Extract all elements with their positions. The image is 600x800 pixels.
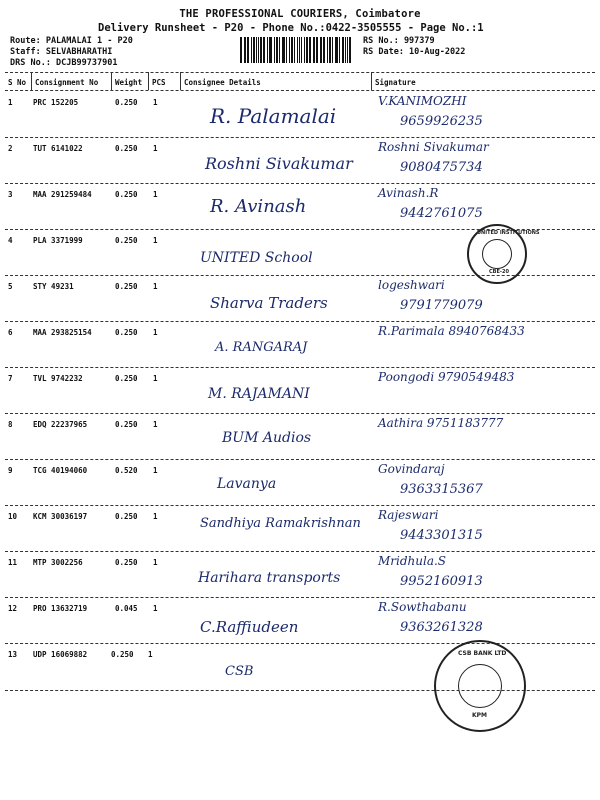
row-consignee-name: CSB bbox=[225, 664, 254, 679]
col-divider bbox=[180, 72, 181, 90]
row-weight: 0.250 bbox=[115, 558, 138, 567]
row-separator bbox=[5, 321, 595, 322]
barcode-bar bbox=[274, 37, 275, 63]
row-pcs: 1 bbox=[153, 466, 158, 475]
row-separator bbox=[5, 551, 595, 552]
school-stamp-ring-text: UNITED INSTITUTIONS bbox=[477, 230, 540, 236]
row-weight: 0.250 bbox=[115, 98, 138, 107]
row-consignee-name: Harihara transports bbox=[198, 570, 341, 586]
row-signature-name: R.Parimala 8940768433 bbox=[378, 324, 525, 338]
barcode-bar bbox=[327, 37, 328, 63]
col-pcs: PCS bbox=[152, 78, 166, 87]
page-title: THE PROFESSIONAL COURIERS, Coimbatore bbox=[179, 8, 421, 20]
row-signature-phone: 9952160913 bbox=[400, 574, 483, 589]
row-pcs: 1 bbox=[153, 328, 158, 337]
row-consignee-name: C.Raffiudeen bbox=[200, 618, 299, 636]
col-weight: Weight bbox=[115, 78, 143, 87]
row-pcs: 1 bbox=[153, 512, 158, 521]
row-consignment-number: TCG 40194060 bbox=[33, 466, 88, 475]
col-signature: Signature bbox=[375, 78, 416, 87]
row-separator bbox=[5, 459, 595, 460]
col-divider bbox=[31, 72, 32, 90]
barcode-bar bbox=[256, 37, 257, 63]
barcode-bar bbox=[247, 37, 249, 63]
barcode-bar bbox=[314, 37, 315, 63]
row-serial-number: 3 bbox=[8, 190, 13, 199]
school-stamp-inner-text: CBE-20 bbox=[489, 269, 509, 275]
barcode-bar bbox=[291, 37, 293, 63]
drs-label: DRS No.: DCJB99737901 bbox=[10, 58, 118, 68]
barcode-bar bbox=[329, 37, 331, 63]
row-signature-name: Poongodi 9790549483 bbox=[378, 370, 515, 384]
row-serial-number: 11 bbox=[8, 558, 18, 567]
row-serial-number: 13 bbox=[8, 650, 18, 659]
row-separator bbox=[5, 413, 595, 414]
row-consignee-name: A. RANGARAJ bbox=[215, 340, 308, 355]
col-consignment: Consignment No bbox=[35, 78, 99, 87]
row-consignment-number: TUT 6141022 bbox=[33, 144, 83, 153]
row-consignment-number: TVL 9742232 bbox=[33, 374, 83, 383]
bank-stamp bbox=[434, 640, 526, 732]
barcode-bar bbox=[320, 37, 321, 63]
barcode-bar bbox=[332, 37, 333, 63]
row-weight: 0.250 bbox=[115, 190, 138, 199]
school-stamp bbox=[467, 224, 540, 284]
row-signature-phone: 9363261328 bbox=[400, 620, 483, 635]
row-pcs: 1 bbox=[153, 558, 158, 567]
barcode-bar bbox=[297, 37, 298, 63]
row-separator bbox=[5, 643, 595, 644]
barcode-bar bbox=[283, 37, 285, 63]
col-consignee: Consignee Details bbox=[184, 78, 261, 87]
row-consignment-number: PLA 3371999 bbox=[33, 236, 83, 245]
row-consignment-number: MTP 3002256 bbox=[33, 558, 83, 567]
row-weight: 0.250 bbox=[115, 236, 138, 245]
row-consignment-number: PRC 152205 bbox=[33, 98, 79, 107]
row-serial-number: 12 bbox=[8, 604, 18, 613]
row-serial-number: 1 bbox=[8, 98, 13, 107]
barcode-bar bbox=[299, 37, 300, 63]
row-weight: 0.250 bbox=[115, 328, 138, 337]
barcode-bar bbox=[279, 37, 280, 63]
row-separator bbox=[5, 505, 595, 506]
row-signature-name: logeshwari bbox=[378, 278, 445, 292]
row-weight: 0.250 bbox=[115, 420, 138, 429]
row-consignee-name: Sharva Traders bbox=[210, 294, 328, 312]
row-separator bbox=[5, 367, 595, 368]
row-consignee-name: Sandhiya Ramakrishnan bbox=[200, 516, 361, 531]
row-signature-name: Avinash.R bbox=[378, 186, 439, 200]
row-consignee-name: Roshni Sivakumar bbox=[205, 154, 353, 173]
row-serial-number: 6 bbox=[8, 328, 13, 337]
row-signature-name: Rajeswari bbox=[378, 508, 439, 522]
staff-label: Staff: SELVABHARATHI bbox=[10, 47, 113, 57]
row-signature-phone: 9442761075 bbox=[400, 206, 483, 221]
route-label: Route: PALAMALAI 1 - P20 bbox=[10, 36, 133, 46]
row-serial-number: 9 bbox=[8, 466, 13, 475]
barcode-bar bbox=[260, 37, 262, 63]
barcode-bar bbox=[347, 37, 348, 63]
row-consignment-number: PRO 13632719 bbox=[33, 604, 88, 613]
barcode-bar bbox=[269, 37, 270, 63]
row-signature-name: Aathira 9751183777 bbox=[378, 416, 504, 430]
row-weight: 0.250 bbox=[115, 374, 138, 383]
row-separator bbox=[5, 137, 595, 138]
barcode-bar bbox=[321, 37, 322, 63]
row-pcs: 1 bbox=[153, 236, 158, 245]
row-signature-phone: 9659926235 bbox=[400, 114, 483, 129]
row-pcs: 1 bbox=[153, 420, 158, 429]
row-signature-phone: 9443301315 bbox=[400, 528, 483, 543]
row-consignee-name: Lavanya bbox=[217, 476, 277, 492]
row-consignee-name: UNITED School bbox=[200, 250, 313, 266]
col-divider bbox=[371, 72, 372, 90]
barcode-bar bbox=[339, 37, 340, 63]
barcode-bar bbox=[251, 37, 252, 63]
row-consignment-number: STY 49231 bbox=[33, 282, 74, 291]
col-sno: S No bbox=[8, 78, 27, 87]
barcode-bar bbox=[253, 37, 255, 63]
row-consignment-number: KCM 30036197 bbox=[33, 512, 88, 521]
barcode-bar bbox=[336, 37, 338, 63]
row-consignee-name: R. Palamalai bbox=[210, 104, 337, 128]
row-signature-phone: 9363315367 bbox=[400, 482, 483, 497]
row-serial-number: 10 bbox=[8, 512, 18, 521]
barcode-bar bbox=[301, 37, 303, 63]
row-signature-phone: 9791779079 bbox=[400, 298, 483, 313]
row-weight: 0.250 bbox=[115, 512, 138, 521]
barcode-bar bbox=[313, 37, 314, 63]
row-serial-number: 8 bbox=[8, 420, 13, 429]
barcode-bar bbox=[258, 37, 259, 63]
row-consignee-name: BUM Audios bbox=[222, 430, 312, 446]
page-subtitle: Delivery Runsheet - P20 - Phone No.:0422-3505555 - Page No.:1 bbox=[98, 22, 484, 34]
school-stamp-inner-ring bbox=[482, 239, 512, 269]
barcode-bar bbox=[316, 37, 318, 63]
row-signature-name: V.KANIMOZHI bbox=[378, 94, 467, 108]
row-signature-name: Mridhula.S bbox=[378, 554, 447, 568]
row-pcs: 1 bbox=[153, 282, 158, 291]
barcode bbox=[240, 37, 352, 63]
barcode-bar bbox=[263, 37, 265, 63]
barcode-bar bbox=[282, 37, 283, 63]
barcode-bar bbox=[309, 37, 311, 63]
row-signature-name: Govindaraj bbox=[378, 462, 445, 476]
row-pcs: 1 bbox=[153, 374, 158, 383]
row-separator bbox=[5, 183, 595, 184]
row-weight: 0.520 bbox=[115, 466, 138, 475]
barcode-bar bbox=[306, 37, 308, 63]
rs-date: RS Date: 10-Aug-2022 bbox=[363, 47, 466, 57]
barcode-bar bbox=[304, 37, 305, 63]
bank-stamp-inner-text: KPM bbox=[472, 712, 488, 719]
header-rule bbox=[5, 72, 595, 73]
row-weight: 0.250 bbox=[115, 282, 138, 291]
column-header-rule bbox=[5, 90, 595, 91]
row-separator bbox=[5, 597, 595, 598]
barcode-bar bbox=[294, 37, 295, 63]
col-divider bbox=[148, 72, 149, 90]
row-signature-name: Roshni Sivakumar bbox=[378, 140, 489, 154]
barcode-bar bbox=[245, 37, 246, 63]
row-serial-number: 7 bbox=[8, 374, 13, 383]
barcode-bar bbox=[267, 37, 268, 63]
row-consignee-name: M. RAJAMANI bbox=[208, 386, 310, 402]
bank-stamp-inner-ring bbox=[458, 664, 502, 708]
bank-stamp-ring-text: CSB BANK LTD bbox=[458, 650, 507, 657]
barcode-bar bbox=[289, 37, 291, 63]
row-weight: 0.045 bbox=[115, 604, 138, 613]
row-signature-phone: 9080475734 bbox=[400, 160, 483, 175]
row-pcs: 1 bbox=[148, 650, 153, 659]
row-serial-number: 5 bbox=[8, 282, 13, 291]
col-divider bbox=[111, 72, 112, 90]
row-pcs: 1 bbox=[153, 604, 158, 613]
row-pcs: 1 bbox=[153, 144, 158, 153]
barcode-bar bbox=[323, 37, 325, 63]
row-serial-number: 4 bbox=[8, 236, 13, 245]
row-consignment-number: MAA 293825154 bbox=[33, 328, 92, 337]
barcode-bar bbox=[345, 37, 346, 63]
row-weight: 0.250 bbox=[115, 144, 138, 153]
barcode-bar bbox=[240, 37, 242, 63]
row-consignee-name: R. Avinash bbox=[210, 196, 307, 217]
barcode-bar bbox=[286, 37, 287, 63]
row-serial-number: 2 bbox=[8, 144, 13, 153]
barcode-bar bbox=[349, 37, 351, 63]
row-pcs: 1 bbox=[153, 190, 158, 199]
barcode-bar bbox=[335, 37, 336, 63]
barcode-bar bbox=[276, 37, 278, 63]
row-consignment-number: EDQ 22237965 bbox=[33, 420, 88, 429]
row-consignment-number: UDP 16069882 bbox=[33, 650, 88, 659]
row-consignment-number: MAA 291259484 bbox=[33, 190, 92, 199]
barcode-bar bbox=[244, 37, 245, 63]
barcode-bar bbox=[270, 37, 272, 63]
barcode-bar bbox=[342, 37, 344, 63]
row-pcs: 1 bbox=[153, 98, 158, 107]
row-signature-name: R.Sowthabanu bbox=[378, 600, 467, 614]
rs-number: RS No.: 997379 bbox=[363, 36, 435, 46]
row-weight: 0.250 bbox=[111, 650, 134, 659]
